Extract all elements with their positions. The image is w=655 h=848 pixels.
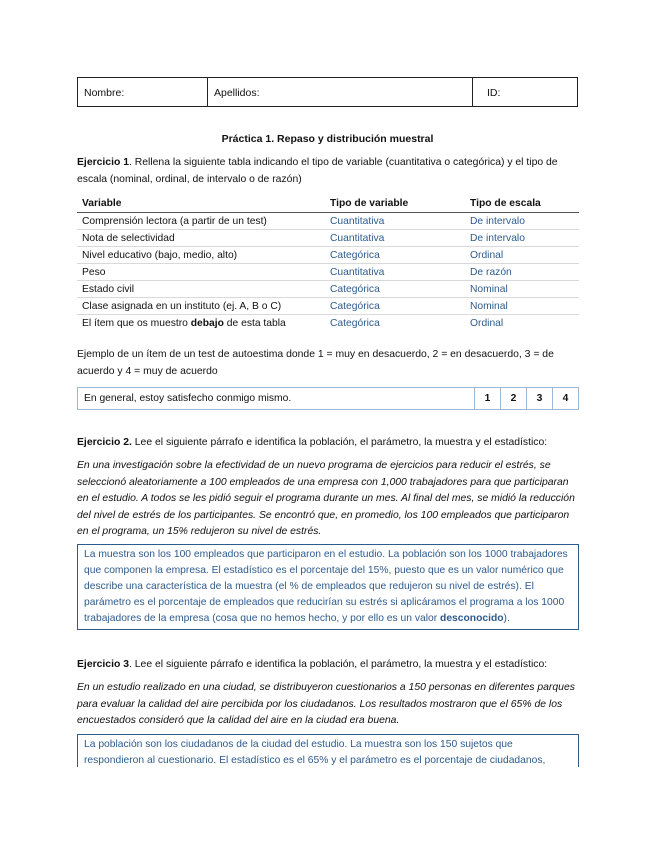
exercise-3-text: . Lee el siguiente párrafo e identifica la población, el parámetro, la muestra y el estadístico: (128, 659, 548, 670)
variable-cell-bold: debajo (190, 317, 224, 329)
exercise-3-label: Ejercicio 3 (77, 659, 129, 670)
variable-cell: Nivel educativo (bajo, medio, alto) (77, 247, 325, 264)
header-tipo-variable: Tipo de variable (325, 195, 465, 213)
exercise-3-passage: En un estudio realizado en una ciudad, se distribuyeron cuestionarios a 150 personas en diferentes parques para evaluar la calidad del aire percibida por los ciudadanos. Los resultados mostraron que el 65% de los encuestados consideró que la calidad del aire en la ciudad era buena. (77, 682, 575, 726)
exercise-3-instructions (77, 657, 579, 674)
exercise-2-passage: En una investigación sobre la efectividad de un nuevo programa de ejercicios para reducir el estrés, se seleccionó aleatoriamente a 100 empleados de una empresa con 1,000 trabajadores para que participaran en el estudio. A todos se les pidió seguir el programa durante un mes. Al final del mes, se midió la reducción del nivel de estrés de los participantes. Se encontró que, en promedio, los 100 empleados que participaron en el programa, un 15% redujeron su nivel de estrés. (77, 460, 575, 537)
table-row (77, 230, 579, 247)
variables-table (77, 195, 579, 331)
variable-cell: Nota de selectividad (77, 230, 325, 247)
table-header-row (77, 195, 579, 213)
likert-option-3[interactable]: 3 (526, 388, 552, 409)
table-row (77, 298, 579, 315)
likert-option-4[interactable]: 4 (552, 388, 578, 409)
exercise-2-label: Ejercicio 2. (77, 437, 132, 448)
tipo-variable-cell[interactable]: Cuantitativa (325, 213, 465, 230)
tipo-variable-cell[interactable]: Categórica (325, 315, 465, 332)
tipo-variable-cell[interactable]: Cuantitativa (325, 264, 465, 281)
variable-cell-pre: El ítem que os muestro (82, 317, 191, 329)
table-row (77, 315, 579, 332)
table-row (77, 247, 579, 264)
tipo-escala-cell[interactable]: De razón (465, 264, 579, 281)
tipo-escala-cell[interactable]: Nominal (465, 281, 579, 298)
variable-cell-post: de esta tabla (223, 317, 286, 329)
student-info-box (77, 77, 578, 107)
variable-cell: Estado civil (77, 281, 325, 298)
exercise-1-instructions (77, 155, 579, 188)
tipo-variable-cell[interactable]: Categórica (325, 298, 465, 315)
id-label: ID: (487, 87, 501, 99)
tipo-escala-cell[interactable]: Ordinal (465, 315, 579, 332)
variable-cell (77, 315, 325, 332)
header-tipo-escala: Tipo de escala (465, 195, 579, 213)
apellidos-label: Apellidos: (214, 87, 260, 99)
exercise-2-text: Lee el siguiente párrafo e identifica la población, el parámetro, la muestra y el estadístico: (131, 437, 548, 448)
likert-statement: En general, estoy satisfecho conmigo mismo. (84, 393, 292, 404)
tipo-variable-cell[interactable]: Categórica (325, 247, 465, 264)
likert-intro: Ejemplo de un ítem de un test de autoestima donde 1 = muy en desacuerdo, 2 = en desacuerdo, 3 = de acuerdo y 4 = muy de acuerdo (77, 349, 554, 377)
table-row (77, 264, 579, 281)
exercise-2-answer-end: ). (503, 613, 510, 624)
likert-option-2[interactable]: 2 (500, 388, 526, 409)
tipo-escala-cell[interactable]: De intervalo (465, 230, 579, 247)
nombre-label: Nombre: (84, 87, 125, 99)
tipo-escala-cell[interactable]: Nominal (465, 298, 579, 315)
exercise-1-text: . Rellena la siguiente tabla indicando el tipo de variable (cuantitativa o categórica) y el tipo de escala (nominal, ordinal, de intervalo o de razón) (77, 157, 558, 185)
tipo-escala-cell[interactable]: De intervalo (465, 213, 579, 230)
id-field[interactable] (473, 78, 577, 106)
likert-option-1[interactable]: 1 (474, 388, 500, 409)
tipo-escala-cell[interactable]: Ordinal (465, 247, 579, 264)
page-title: Práctica 1. Repaso y distribución muestral (221, 133, 434, 145)
exercise-2-answer-text: La muestra son los 100 empleados que participaron en el estudio. La población son los 1000 trabajadores que componen la empresa. El estadístico es el porcentaje del 15%, puesto que es un valor numérico que describe una característica de la muestra (el % de empleados que redujeron su nivel de estrés). El parámetro es el porcentaje de empleados que reducirían su estrés si aplicáramos el programa a los 1000 trabajadores de la empresa (cosa que no hemos hecho, y por ello es un valor (84, 549, 568, 624)
nombre-field[interactable] (78, 78, 208, 106)
table-row (77, 213, 579, 230)
likert-item (77, 387, 579, 410)
table-row (77, 281, 579, 298)
exercise-1-label: Ejercicio 1 (77, 157, 129, 168)
exercise-2-answer-bold: desconocido (440, 613, 504, 624)
variable-cell: Comprensión lectora (a partir de un test) (77, 213, 325, 230)
exercise-2-instructions (77, 435, 579, 452)
header-variable: Variable (77, 195, 325, 213)
tipo-variable-cell[interactable]: Categórica (325, 281, 465, 298)
exercise-3-answer[interactable]: La población son los ciudadanos de la ciudad del estudio. La muestra son los 150 sujetos que respondieron al cuestionario. El estadístico es el 65% y el parámetro es el porcentaje de ciudadanos, (77, 734, 579, 767)
tipo-variable-cell[interactable]: Cuantitativa (325, 230, 465, 247)
variable-cell: Clase asignada en un instituto (ej. A, B o C) (77, 298, 325, 315)
apellidos-field[interactable] (208, 78, 473, 106)
exercise-2-answer[interactable] (77, 544, 579, 630)
variable-cell: Peso (77, 264, 325, 281)
